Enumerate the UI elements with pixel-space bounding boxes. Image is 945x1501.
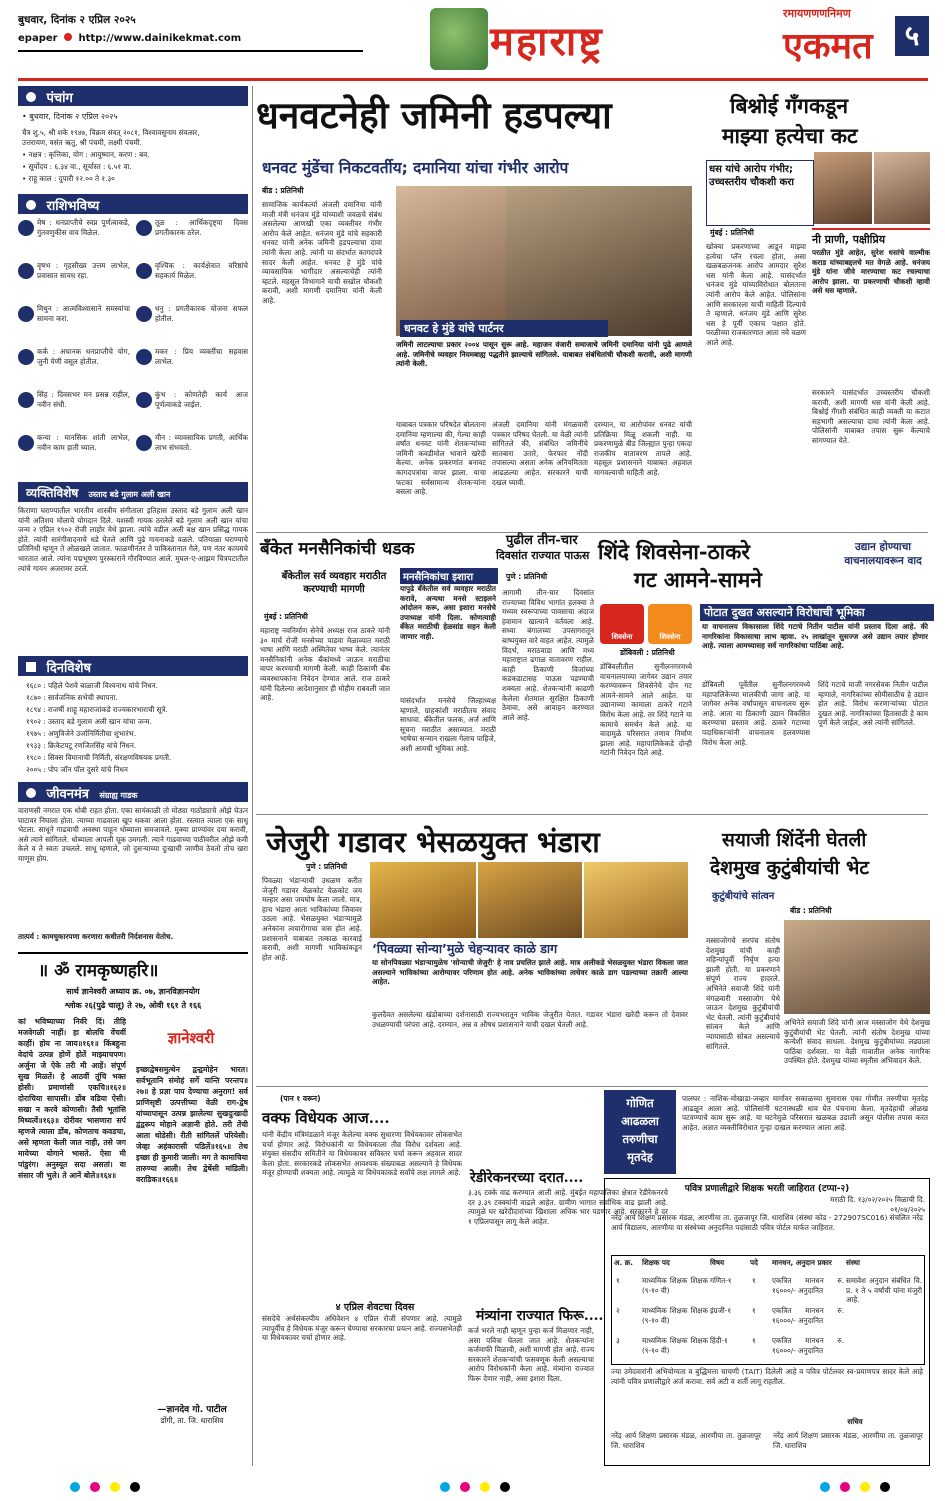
zodiac-icon	[18, 220, 34, 236]
din-item: १९०२ : उस्ताद बडे गुलाम अली खान यांचा जन्म.	[26, 717, 152, 726]
din-item: १९७५ : अणुविजेने उर्जानिर्मितीचा शुभारंभ.	[26, 729, 136, 738]
bishnoi-photo-1	[814, 152, 872, 224]
zodiac-icon	[136, 349, 152, 365]
din-item: १९८० : सिक्स विमानाची निर्मिती, संरक्षणविषयक प्रगती.	[26, 753, 172, 762]
din-item: १८९४ : राजर्षी शाहू महाराजांकडे राज्यकारभाराची सूत्रे.	[26, 705, 168, 714]
section-rule	[256, 1086, 928, 1087]
ad-cell: ३	[616, 1336, 620, 1345]
bank-box-title: मनसैनिकांचा इशारा	[400, 568, 498, 584]
ad-header: संस्था	[846, 1258, 860, 1267]
shinde-body: शिंदे गटाचे माजी नगरसेवक नितीन पाटील म्हणाले, नागरिकांच्या सोयीसाठीच हे उद्यान होत आहे. विरोध करणाऱ्यांच्या पोटात दुखत आहे. नागरिकांच्या हितासाठी हे काम पूर्ण केले जाईल, असे त्यांनी सांगितले.	[818, 680, 928, 728]
color-dot	[820, 1482, 830, 1492]
rashi-item: धनु : प्रगतीकारक योजना सफल होतील.	[136, 304, 248, 344]
ad-sign-name: नरेंद्र आर्य शिक्षण प्रसारक मंडळ, आरणीया ता. तुळजापूर जि. धाराशिव	[611, 1431, 761, 1450]
waqf-kicker: (पान १ वरून)	[280, 1094, 321, 1103]
zodiac-icon	[136, 306, 152, 322]
jejuri-dateline: पुणे : प्रतिनिधी	[306, 862, 348, 871]
ad-title: पवित्र प्रणालीद्वारे शिक्षक भरती जाहिरात (टप्पा-२)	[684, 1184, 850, 1194]
sayaji-body: अभिनेते सयाजी शिंदे यांनी आज मस्साजोग येथे देशमुख कुटुंबीयांची भेट घेतली. त्यांनी संतोष देशमुख यांच्या कन्येशी संवाद साधला. देशमुख कुटुंबीयांच्या लढ्याला पाठिंबा दर्शवला. या वेळी गावातील अनेक नागरिक उपस्थित होते. देशमुख यांच्या स्मृतीस अभिवादन केले.	[784, 1018, 930, 1066]
ram-title: ॥ ॐ रामकृष्णहरि॥	[38, 961, 159, 981]
lead-body: याबाबत पत्रकार परिषदेत बोलताना दमानिया म्हणाल्या की, गेल्या काही वर्षांत धनवट यांनी शेतकऱ्यांच्या जमिनी कवडीमोल भावाने खरेदी केल्या. अनेक प्रकरणांत बनावट कागदपत्रांचा वापर झाला. याचा फटका सर्वसामान्य शेतकऱ्यांना बसला आहे.	[396, 420, 486, 497]
lead-headline: धनवटनेही जमिनी हडपल्या	[256, 93, 612, 137]
registration-marks	[0, 1478, 945, 1498]
shinde-headline: शिंदे शिवसेना-ठाकरे	[598, 539, 750, 564]
vyakti-header: व्यक्तिविशेष उस्ताद बडे गुलाम अली खान	[18, 482, 248, 502]
masthead-bottom-rule	[18, 78, 928, 81]
color-dot	[880, 1482, 890, 1492]
ram-col2: इच्छाद्वेषसमुत्थेन द्वन्द्वमोहेन भारत। सर्वभूतानि संमोहं सर्गे यान्ति परन्तप॥२७॥ हे प्रज्ञा पाप देण्याचा अनुराग! सर्व प्राणिसृष्टी उत्पत्तीच्या वेळी राग-द्वेष यांच्यापासून उत्पन्न झालेल्या सुखदुःखादी द्वंद्वरूप मोहाने अज्ञानी होते. तरी तेंची आता थोडेसी। रीती सांगितलें परियेसी। जेव्हा अहंकारासी पडिलें॥१६५॥ तेथ इच्छा ही कुमारी जाली। मग ते कामाचिया तारुण्या आली। तेथ द्वेषेंसी मांडिली। वराडिक॥१६६॥	[136, 1065, 248, 1184]
bishnoi-headline: बिश्नोई गँगकडून	[730, 93, 849, 118]
bishnoi-body: सरकारने यासंदर्भात उच्चस्तरीय चौकशी करावी, अशी मागणी धस यांनी केली आहे. बिश्नोई गँगशी संबंधित काही व्यक्ती या कटात सहभागी असल्याचा दावा त्यांनी केला आहे. पोलिसांनी याबाबत तपास सुरू केल्याचे सांगण्यात येते.	[812, 388, 930, 445]
zodiac-icon	[136, 220, 152, 236]
ganit-box: गोणित आढळला तरुणीचा मृतदेह	[604, 1090, 676, 1174]
color-dot	[840, 1482, 850, 1492]
rashi-item: कर्क : अचानक धनप्राप्तीचे योग, जुनी येणी वसूल होतील.	[18, 347, 130, 387]
ad-cell: १	[752, 1306, 756, 1315]
ad-note: मराठी दि. १३/०२/२०२५ मिळाची दि. ०१/०४/२०२५	[830, 1195, 925, 1214]
rain-headline-2: दिवसांत राज्यात पाऊस	[496, 549, 590, 562]
column-divider	[252, 86, 253, 1466]
jeevan-footer: तात्पर्य : कामचुकारपणा करणारा कधीतरी निर्दशनास येतोच.	[18, 932, 174, 941]
jeevan-icon	[26, 788, 36, 798]
ad-header: शिक्षक पद	[642, 1258, 670, 1267]
bank-body: महाराष्ट्र नवनिर्माण सेनेचे अध्यक्ष राज ठाकरे यांनी ३० मार्च रोजी मनसेच्या पाडवा मेळाव्यात मराठी भाषा आणि मराठी अस्मितेवर भाष्य केले. त्यानंतर मनसैनिकांनी अनेक बँकांमध्ये जाऊन मराठीचा वापर करण्याची मागणी केली. काही ठिकाणी बँक व्यवस्थापकांना निवेदन देण्यात आले. राज ठाकरे यांनी दिलेल्या आदेशानुसार ही मोहीम राबवली जात आहे.	[260, 626, 390, 703]
bishnoi-dateline: मुंबई : प्रतिनिधी	[710, 228, 754, 237]
ad-cell: इंग्रजी-१	[710, 1306, 732, 1315]
jejuri-photo-1	[370, 862, 476, 938]
din-item: १९३३ : क्रिकेटपटू रणजितसिंह यांचे निधन.	[26, 741, 137, 750]
waqf-box: संसदेचे अर्थसंकल्पीय अधिवेशन ४ एप्रिल रोजी संपणार आहे. त्यामुळे त्यापूर्वीच हे विधेयक मंजूर करून घेण्याचा सरकारचा प्रयत्न आहे. राज्यसभेतही या विधेयकावर चर्चा होणार आहे.	[262, 1314, 462, 1343]
color-dot	[460, 1482, 470, 1492]
zodiac-icon	[136, 263, 152, 279]
lead-caption-body: जमिनी लाटल्याचा प्रकार २००४ पासून सुरू आहे. महाजन वंजारी समाजाचे जमिनी दमानिया यांनी पुढे आणले आहे. जमिनीचे व्यवहार नियमबाह्य पद्धतीने झाल्याचे सांगितले. याबाबत संबंधितांची चौकशी करावी, अशी मागणी त्यांनी केली.	[396, 340, 692, 369]
ad-table	[611, 1255, 925, 1365]
lead-photo-munde	[506, 186, 692, 336]
waqf-body: कर्ज भरले नाही म्हणून पुन्हा कर्ज मिळणार नाही, असा पवित्रा घेतला जात आहे. शेतकऱ्यांना कर्जमाफी मिळावी, अशी मागणी होत आहे. राज्य सरकारने शेतकऱ्यांची फसवणूक केली असल्याचा आरोप विरोधकांनी केला आहे. मंत्र्यांना राज्यात फिरू देणार नाही, असा इशारा दिला.	[468, 1326, 594, 1383]
map-graphic	[430, 8, 488, 70]
lead-body: सामाजिक कार्यकर्त्या अंजली दमानिया यांनी माजी मंत्री धनंजय मुंडे यांच्याशी जवळचे संबंध असलेल्या आणखी एका व्यक्तीवर गंभीर आरोप केले आहेत. धनंजय मुंडे यांचे सहकारी धनवट यांनी अनेक जमिनी हडपल्याचा दावा त्यांनी केला आहे. त्यांनी या संदर्भात कागदपत्रे सादर केली आहेत. धनवट हे मुंडे यांचे व्यावसायिक भागीदार असल्याचेही त्यांनी म्हटले. महसूल विभागाने याची सखोल चौकशी करावी, अशी मागणी दमानिया यांनी केली आहे.	[262, 200, 382, 305]
jejuri-body: पिवळ्या भंडाऱ्याची उधळण करीत जेजुरी गडावर येळकोट येळकोट जय मल्हार असा जयघोष केला जातो. मात्र, हाच भंडारा आता भाविकांच्या जिवावर उठला आहे. भेसळयुक्त भंडाऱ्यामुळे अनेकांना त्वचारोगाचा त्रास होत आहे. प्रशासनाने याबाबत तत्काळ कारवाई करावी, अशी मागणी भाविकांकडून होत आहे.	[262, 876, 362, 962]
teacher-ad	[604, 1178, 930, 1466]
section-title: महाराष्ट्र	[490, 18, 604, 65]
rashi-item: मीन : व्यावसायिक प्रगती, आर्थिक लाभ संभवतो.	[136, 433, 248, 473]
rain-body: आगामी तीन-चार दिवसांत राज्याच्या विविध भागांत हलक्या ते मध्यम स्वरूपाच्या पावसाचा अंदाज हवामान खात्याने वर्तवला आहे. सध्या बंगालच्या उपसागरातून बाष्पयुक्त वारे वाहत आहेत. त्यामुळे विदर्भ, मराठवाडा आणि मध्य महाराष्ट्रात ढगाळ वातावरण राहील. काही ठिकाणी विजांच्या कडकडाटासह पाऊस पडण्याची शक्यता आहे. शेतकऱ्यांनी काढणी केलेला शेतमाल सुरक्षित ठिकाणी ठेवावा, असे आवाहन करण्यात आले आहे.	[502, 588, 594, 722]
ganit-body: पालघर : नाशिक-मोखाडा-जव्हार मार्गावर सकाळच्या सुमारास एका गोणीत तरुणीचा मृतदेह आढळून आला आहे. पोलिसांनी घटनास्थळी धाव घेत पंचनामा केला. मृतदेहाची ओळख पटवण्याचे काम सुरू आहे. या घटनेमुळे परिसरात खळबळ उडाली असून पोलीस तपास करत आहेत. अज्ञात व्यक्तीविरोधात गुन्हा दाखल करण्यात आला आहे.	[682, 1094, 928, 1132]
bank-box: यापुढे बँकेतील सर्व व्यवहार मराठीत करावे, अन्यथा मनसे स्टाइलने आंदोलन करू, असा इशारा मनसेचे उपाध्यक्ष यांनी दिला. कोणत्याही बँकेत मराठीची हेळसांड सहन केली जाणार नाही.	[400, 584, 496, 641]
ram-box	[18, 952, 248, 1460]
bishnoi-kicker: धस यांचे आरोप गंभीर; उच्चस्तरीय चौकशी करा	[706, 160, 814, 226]
zodiac-icon	[18, 263, 34, 279]
vyakti-body: किराणा घराण्यातील भारतीय शास्त्रीय संगीताला इतिहास उस्ताद बडे गुलाम अली खान यांनी अतिशय मोलाचे योगदान दिले. यशस्वी गायक ठरलेले बडे गुलाम अली खान यांचा जन्म २ एप्रिल १९०२ रोजी लाहोर येथे झाला. त्यांचे वडील अली बक्ष खान प्रसिद्ध गायक होते. त्यांनी सारंगीवादनाचे धडे घेतले आणि पुढे गायनाकडे वळले. पतियाळा घराण्याचे प्रतिनिधी म्हणून ते ओळखले जातात. फाळणीनंतर ते पाकिस्तानात गेले, पण नंतर कायमचे भारतात आले. त्यांना पद्मभूषण पुरस्काराने गौरविण्यात आले. मुघल-ए-आझम चित्रपटातील त्यांचे गायन अजरामर ठरले.	[18, 506, 248, 573]
jejuri-caption: या सोनपिवळ्या भंडाऱ्यामुळेच 'सोन्याची जेजुरी' हे नाव प्रचलित झाले आहे. मात्र अलीकडे भेसळयुक्त भंडारा विकला जात असल्याने भाविकांच्या आरोग्यावर परिणाम होत आहे. अनेक भाविकांच्या त्वचेवर काळे डाग पडल्याच्या तक्रारी आल्या आहेत.	[372, 958, 688, 987]
color-dot	[440, 1482, 450, 1492]
bishnoi-quote-title: नी प्राणी, पक्षीप्रिय	[812, 228, 930, 247]
rashi-item: मेष : धनप्राप्तीचे स्वप्न पूर्णत्वाकडे, गुंतवणुकीस वाव मिळेल.	[18, 218, 130, 258]
brand-logo: एकमत	[783, 25, 873, 67]
lead-body: दरम्यान, या आरोपांवर धनवट यांची प्रतिक्रिया मिळू शकली नाही. या प्रकरणामुळे बीड जिल्ह्यात पुन्हा एकदा राजकीय वातावरण तापले आहे. महसूल प्रशासनाने याबाबत अहवाल मागवल्याची माहिती आहे.	[594, 420, 692, 477]
jejuri-photo-2	[478, 862, 582, 938]
color-dot	[70, 1482, 80, 1492]
shinde-dateline: डोंबिवली : प्रतिनिधी	[620, 648, 675, 657]
calendar-icon	[26, 662, 36, 672]
bank-body: यासंदर्भात मनसेचे जिल्हाध्यक्ष म्हणाले, ग्राहकांशी मराठीतच संवाद साधावा. बँकेतील फलक, अर्ज आणि सूचना मराठीत असाव्यात. मराठी भाषेचा सन्मान राखला गेलाच पाहिजे, अशी आमची भूमिका आहे.	[400, 696, 496, 753]
ad-sign-name-2: नरेंद्र आर्य शिक्षण प्रसारक मंडळ, आरणीया ता. तुळजापूर जि. धाराशिव	[773, 1431, 923, 1450]
ad-footer: ज्या उमेदवारांनी अभियोग्यता व बुद्धिमत्ता चाचणी (TAIT) दिलेली आहे व पवित्र पोर्टलवर स्व-प्रमाणपत्र सादर केले आहे त्यांनी पवित्र प्रणालीद्वारे अर्ज करावा. सर्व अटी व शर्ती लागू राहतील.	[611, 1367, 923, 1386]
zodiac-icon	[18, 306, 34, 322]
shinde-box: या वाचनालय विकासाला शिंदे गटाचे नितीन पाटील यांनी प्रस्ताव दिला आहे. की नागरिकांना विकासाचा लाभ व्हावा. २५ लाखांतून सुसज्ज असे उद्यान तयार होणार आहे. त्याला आमच्यासह सर्व नागरिकांचा पाठिंबा आहे.	[702, 622, 928, 651]
ram-col1: कां भविष्याच्या निर्वरे दिं। तीहि मजवेगळी नाहीं। हा बोलचि वेंचवीं काहीं। होय ना जाय॥१६१॥ किंबहुना वेदांचे उत्पन्न होणें होतें माझ्याचपण। अर्जुना जे ऐके तरी मी आहें। संपूर्ण सुख मिळतें। हे आठवीं तूंचि भक्त होसी। प्रमाणांसी एकचि॥१६२॥ दोराचिया सापासी। डोंब वडिया ऐसी। सखा न करवे कोणासी। तैसी भूतांसि मिथ्यत्वें॥१६३॥ दोरीवर भासणारा सर्प म्हणजे त्याला डोंब, कोणताच कवडचा, असे म्हणता केली जात नाही, तसे जग मायेच्या योगाने भासते. ऐसा मी पांडुरंग। अनुस्यूत सदा असतां। वा संसार जी भुले। ते आनें बोले॥१६४॥	[18, 1017, 126, 1180]
shiv-sena-logo-1: शिवसेना	[600, 604, 644, 644]
lead-photo-damania	[396, 186, 506, 336]
rashi-item: वृश्चिक : कार्यक्षेत्रात वरिष्ठांचे सहकार्य मिळेल.	[136, 261, 248, 301]
color-dot	[110, 1482, 120, 1492]
din-header: दिनविशेष	[18, 656, 248, 676]
masthead	[0, 0, 945, 80]
waqf-headline: वक्फ विधेयक आज....	[262, 1109, 390, 1127]
jejuri-caption-title: ‘पिवळ्या सोन्या’मुळे चेहऱ्यावर काळे डाग	[372, 941, 558, 956]
din-item: २००५ : पोप जॉन पॉल दुसरे यांचे निधन	[26, 765, 128, 774]
panchang-line: • राहू काल : दुपारी १२.०० ते १.३०	[22, 174, 115, 183]
color-dot	[860, 1482, 870, 1492]
sayaji-dateline: बीड : प्रतिनिधी	[790, 906, 832, 915]
lead-body: अंजली दमानिया यांनी मंगळवारी पत्रकार परिषद घेतली. या वेळी त्यांनी सांगितले की, संबंधित जमिनींचे सातबारा उतारे, फेरफार नोंदी तपासल्या असता अनेक अनियमितता आढळल्या आहेत. सरकारने याची दखल घ्यावी.	[492, 420, 588, 487]
panchang-line: • सूर्योदय : ६.३४ वा., सूर्यास्त : ६.५१ वा.	[22, 162, 132, 171]
waqf-headline-2: रेडीरेकनरच्या दरात....	[470, 1170, 584, 1186]
ad-header: अ. क्र.	[614, 1258, 633, 1267]
shinde-body: डोंबिवली पूर्वेतील सुनीलनगरमध्ये महापालिकेच्या मालकीची जागा आहे. या जागेवर अनेक वर्षांपासून वाचनालय सुरू आहे. आता या ठिकाणी उद्यान विकसित करण्याचा प्रस्ताव आहे. ठाकरे गटाच्या पदाधिकाऱ्यांनी वाचनालय हलवण्यास विरोध केला आहे.	[702, 680, 810, 747]
ad-cell: एकत्रित मानधन रु. १६०००/- अनुदानित	[772, 1336, 844, 1355]
shinde-side-title: उद्यान होण्याचा वाचनालयावरून वाद	[844, 541, 922, 567]
epaper-label: epaper http://www.dainikekmat.com	[18, 33, 242, 44]
ad-header: मानधन, अनुदान प्रकार	[772, 1258, 832, 1267]
ram-sign: —ज्ञानदेव गो. पाटील	[157, 1405, 227, 1415]
left-column	[18, 86, 248, 1466]
rashi-item: तूळ : आर्थिकदृष्ट्या दिवस प्रगतीकारक ठरेल.	[136, 218, 248, 258]
ad-cell: १	[752, 1276, 756, 1285]
lead-dateline: बीड : प्रतिनिधी	[262, 186, 304, 195]
panchang-date: • बुधवार, दिनांक २ एप्रिल २०२५	[22, 112, 118, 121]
rashi-item: मकर : प्रिय व्यक्तींचा सहवास लाभेल.	[136, 347, 248, 387]
rashi-item: कुंभ : कोणतेही कार्य आज पूर्णत्वाकडे जाईल.	[136, 390, 248, 430]
waqf-body: यांनी केंद्रीय मंत्रिमंडळाने मंजूर केलेल्या वक्फ सुधारणा विधेयकावर लोकसभेत चर्चा होणार आहे. विरोधकांनी या विधेयकाला तीव्र विरोध दर्शवला आहे. संयुक्त संसदीय समितीने या विधेयकावर सविस्तर चर्चा करून अहवाल सादर केला होता. सरकारकडे लोकसभेत आवश्यक संख्याबळ असल्याने हे विधेयक मंजूर होण्याची शक्यता आहे. त्यामुळे या विधेयकाकडे सर्वांचे लक्ष लागले आहे.	[262, 1130, 462, 1178]
rashi-grid	[18, 218, 248, 478]
color-dot	[480, 1482, 490, 1492]
bishnoi-quote: परळीत मुंडे आहेत, सुरेश धसांचे वाल्मीक कराड यांच्याबद्दलचे मत वेगळे आहे. धनंजय मुंडे यांना जीवे मारण्याचा कट रचल्याचा आरोप झाला. या प्रकरणाची चौकशी व्हावी असे धस म्हणाले.	[812, 248, 930, 296]
ad-cell: १	[616, 1276, 620, 1285]
section-rule	[256, 814, 928, 815]
lead-subhead: धनवट मुंडेंचा निकटवर्तीय; दमानिया यांचा गंभीर आरोप	[262, 159, 569, 177]
ad-cell: एकत्रित मानधन रु. १६०००/- अनुदानित	[772, 1276, 844, 1295]
rashi-header: राशिभविष्य	[18, 194, 248, 214]
page-number: ५	[895, 16, 929, 56]
zodiac-icon	[18, 392, 34, 408]
panchang-line: चैत्र शु.५, श्री शके १९४७, विक्रम संवत् २०८१, विश्वावसुनाम संवत्सर,	[22, 128, 200, 137]
sayaji-body: मस्साजोगचे सरपंच संतोष देशमुख यांची काही महिन्यांपूर्वी निर्घृण हत्या झाली होती. या प्रकरणाने संपूर्ण राज्य हादरले. अभिनेते सयाजी शिंदे यांनी मंगळवारी मस्साजोग येथे जाऊन देशमुख कुटुंबीयांची भेट घेतली. त्यांनी कुटुंबीयांचे सांत्वन केले आणि न्यायासाठी सोबत असल्याचे सांगितले.	[706, 936, 780, 1051]
ad-cell: गणित-१	[710, 1276, 732, 1285]
waqf-headline-3: मंत्र्यांना राज्यात फिरू....	[476, 1308, 604, 1324]
brand-tagline: रमायणणणनिमण	[783, 7, 851, 20]
ad-cell: एकत्रित मानधन रु. १६०००/- अनुदानित	[772, 1306, 844, 1325]
sayaji-kicker: कुटुंबीयांचे सांत्वन	[712, 891, 775, 902]
jejuri-body: कुलदैवत असलेल्या खंडोबाच्या दर्शनासाठी राज्यभरातून भाविक जेजुरीत येतात. गडावर भंडारा खरेदी करून तो देवावर उधळण्याची परंपरा आहे. दरम्यान, अन्न व औषध प्रशासनाने याची दखल घेतली आहे.	[372, 1010, 688, 1029]
globe-icon	[64, 33, 72, 41]
ad-cell: हिंदी-१	[710, 1336, 728, 1345]
zodiac-icon	[136, 392, 152, 408]
color-dot	[500, 1482, 510, 1492]
ad-cell: माध्यमिक शिक्षक शिक्षक (९-१० वी)	[642, 1276, 708, 1295]
rashi-item: सिंह : दिवसभर मन प्रसन्न राहील, नवीन संधी.	[18, 390, 130, 430]
sayaji-headline: सयाजी शिंदेंनी घेतली	[722, 829, 867, 851]
shinde-box-title: पोटात दुखत असल्याने विरोधाची भूमिका	[700, 604, 934, 621]
din-item: १८७० : सार्वजनिक सभेची स्थापना.	[26, 693, 118, 702]
waqf-body: ३.३६ टक्के वाढ करण्यात आली आहे. मुंबईत महापालिका क्षेत्रात रेडीरेकनरचे दर ३.३९ टक्क्यांनी वाढले आहेत. ग्रामीण भागात सर्वाधिक वाढ झाली आहे. त्यामुळे घर खरेदीदारांच्या खिशाला अधिक भार पडणार आहे. सरकारने हे दर १ एप्रिलपासून लागू केले आहेत.	[468, 1188, 668, 1226]
ram-line2: श्लोक २६(पुढे चालू) ते २७, ओवी १६१ ते १६६	[64, 1001, 202, 1010]
panchang-header: पंचांग	[18, 86, 248, 106]
rain-dateline: पुणे : प्रतिनिधी	[506, 572, 548, 581]
bank-kicker: बँकेतील सर्व व्यवहार मराठीत करण्याची मागणी	[281, 571, 387, 595]
bishnoi-body: खोक्या प्रकरणाच्या आडून माझ्या हत्येचा प्लॅन रचला होता, असा खळबळजनक आरोप आमदार सुरेश धस यांनी केला आहे. यासंदर्भात धनंजय मुंडे यांच्याविरोधात बोलताना त्यांनी आरोप केले आहेत. पोलिसांना आणि सरकारला याची माहिती दिल्याचे ते म्हणाले. धनंजय मुंडे आणि सुरेश धस हे पूर्वी एकाच पक्षात होते. परळीच्या राजकारणात आता नवे वळण आले आहे.	[706, 242, 806, 347]
panchang-line: उत्तरायण, वसंत ऋतु, श्री पंचमी, लक्ष्मी पंचमी.	[22, 138, 142, 147]
sayaji-headline-2: देशमुख कुटुंबीयांची भेट	[710, 857, 869, 879]
ad-header: पदे	[750, 1258, 758, 1267]
masthead-rule	[18, 50, 363, 52]
ram-line1: सार्थ ज्ञानेश्वरी अध्याय क्र. ०७, ज्ञानविज्ञानयोग	[66, 987, 200, 996]
ad-cell: माध्यमिक शिक्षक शिक्षक (९-१० वी)	[642, 1336, 708, 1355]
dnyaneshwari-logo: ज्ञानेश्वरी	[167, 1029, 215, 1047]
ram-sign2: डोंगी, ता. जि. धाराशिव	[160, 1416, 224, 1425]
bank-dateline: मुंबई : प्रतिनिधी	[264, 612, 308, 621]
color-dot	[130, 1482, 140, 1492]
jejuri-headline: जेजुरी गडावर भेसळयुक्त भंडारा	[266, 825, 600, 859]
jejuri-photo-3	[584, 862, 688, 938]
color-dot	[90, 1482, 100, 1492]
zodiac-icon	[136, 435, 152, 451]
ad-header: विषय	[710, 1258, 725, 1267]
date-line: बुधवार, दिनांक २ एप्रिल २०२५	[18, 14, 136, 26]
zodiac-icon	[18, 349, 34, 365]
ad-cell: माध्यमिक शिक्षक शिक्षक (९-१० वी)	[642, 1306, 708, 1325]
rain-headline: पुढील तीन-चार	[506, 533, 578, 548]
lead-caption: धनवट हे मुंडे यांचे पार्टनर	[400, 320, 608, 337]
sayaji-photo	[784, 920, 930, 1014]
rashi-icon	[26, 200, 36, 210]
panchang-line: • नक्षत्र : कृत्तिका, योग : आयुष्मान, करण : बव.	[22, 150, 150, 159]
ad-intro: नरेंद्र आर्य शिक्षण प्रसारक मंडळ, आरणीया ता. तुळजापूर जि. धाराशिव (संस्था कोड - 272907SC016) संचलित नरेंद्र आर्य विद्यालय, आरणीया या संस्थेच्या अनुदानित पदांसाठी पवित्र पोर्टल मार्फत जाहिरात.	[611, 1213, 923, 1232]
bishnoi-headline-2: माझ्या हत्येचा कट	[722, 123, 858, 148]
ad-side: समावेश अनुदान संबंधित वि. प्र. १ ते ५ वर्षांची यांना मंजुरी आहे.	[846, 1276, 922, 1305]
bishnoi-photo-2	[874, 152, 930, 224]
jeevan-body: वाराणसी नगरात एक धोबी राहत होता. एका सायंकाळी तो मोठ्या गाठोड्याचे ओझे घेऊन घाटावर निघाला होता. त्याच्या गाढवाला खूप थकवा आला होता. रस्त्यात त्याला एक साधू भेटला. साधूने गाढवाची अवस्था पाहून धोब्याला समजावले. मुक्या प्राण्यांवर दया करावी, असे त्याने सांगितले. धोब्याला आपली चूक उमगली. त्याने गाढवाच्या पाठीवरील ओझे कमी केले व ते स्वतः उचलले. साधू म्हणाले, जो दुसऱ्याच्या दुःखाची जाणीव ठेवतो तोच खरा माणूस होय.	[18, 806, 248, 863]
jeevan-header: जीवनमंत्र संग्राह्य गाडक	[18, 782, 248, 802]
ad-sign: सचिव	[847, 1417, 863, 1426]
panchang-icon	[26, 92, 36, 102]
rashi-item: वृषभ : गृहसौख्य उत्तम लाभेल, प्रवासात सावध रहा.	[18, 261, 130, 301]
bank-headline: बँकेत मनसैनिकांची धडक	[260, 539, 415, 559]
waqf-box-title: ४ एप्रिल शेवटचा दिवस	[335, 1302, 415, 1313]
website-link[interactable]: http://www.dainikekmat.com	[78, 33, 242, 44]
shiv-sena-logo-2: शिवसेना	[648, 604, 692, 644]
rashi-item: कन्या : मानसिक शांती लाभेल, नवीन काम हाती घ्याल.	[18, 433, 130, 473]
ad-cell: २	[616, 1306, 620, 1315]
shinde-body: डोंबिवलीतील सुनीलनगरमध्ये वाचनालयाच्या जागेवर उद्यान तयार करण्यावरून शिवसेनेचे दोन गट आमने-सामने आले आहेत. या उद्यानाच्या कामाला ठाकरे गटाने विरोध केला आहे. तर शिंदे गटाने या कामाचे समर्थन केले आहे. या वादामुळे परिसरात तणाव निर्माण झाला आहे. महापालिकेकडे दोन्ही गटांनी निवेदन दिले आहे.	[600, 662, 692, 758]
shinde-headline-2: गट आमने-सामने	[634, 567, 762, 592]
din-item: १६८० : पहिले पेशवे बाळाजी विश्वनाथ यांचे निधन.	[26, 681, 158, 690]
zodiac-icon	[18, 435, 34, 451]
rashi-item: मिथुन : आत्मविश्वासाने समस्यांचा सामना करा.	[18, 304, 130, 344]
ad-cell: १	[752, 1336, 756, 1345]
